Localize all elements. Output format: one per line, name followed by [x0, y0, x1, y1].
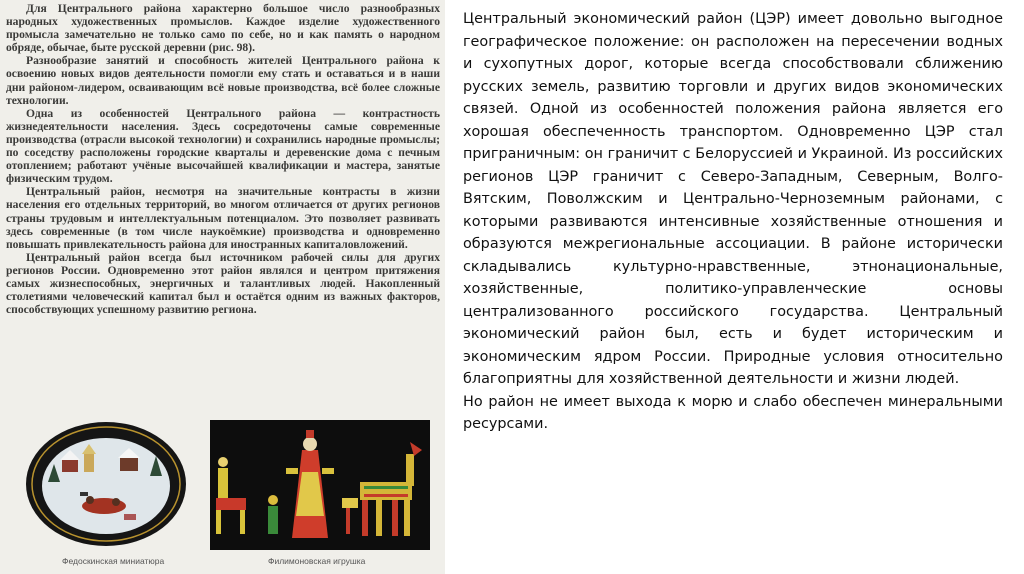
clay-toys-image: [210, 420, 430, 550]
scan-paragraph: Центральный район, несмотря на значительные контрасты в жизни населения его отдельных территорий, во многом отличается от других регионов страны трудовым и интеллектуальным потенциалом. Это позволяет развивать здесь современные (в том числе наукоёмкие) производства и одновременно повышать привлекательность района для иностранных капиталовложений.: [6, 185, 440, 251]
scan-paragraph: Для Центрального района характерно большое число разнообразных народных художественных промыслов. Каждое изделие художественного промысла замечательно не только само по себе, но и как память о народном обряде, обычае, быте русской деревни (рис. 98).: [6, 2, 440, 55]
scanned-textbook-page: [0, 0, 445, 574]
scan-paragraph: Центральный район всегда был источником рабочей силы для других регионов России. Одновременно этот район являлся и центром притяжения самых жизнеспособных, энергичных и талантливых людей. Накопленный столетиями человеческий капитал был и остаётся одним из важных факторов, способствующих успешному развитию региона.: [6, 250, 440, 317]
main-paragraph: Центральный экономический район (ЦЭР) имеет довольно выгодное географическое положение: он расположен на пересечении водных и сухопутных дорог, которые всегда способствовали сближению русских земель, развитию торговли и других видов экономических связей. Одной из особенностей положения района является его хорошая обеспеченность транспортом. Одновременно ЦЭР стал приграничным: он граничит с Белоруссией и Украиной. Из российских регионов ЦЭР граничит с Северо-Западным, Северным, Волго-Вятским, Поволжским и Центрально-Черноземным районами, с которыми развиваются интенсивные хозяйственные отношения и образуются межрегиональные ассоциации. В районе исторически складывались культурно-нравственные, этнонациональные, хозяйственные, политико-управленческие основы централизованного российского государства. Центральный экономический район был, есть и будет историческим и экономическим ядром России. Природные условия относительно благоприятны для хозяйственной деятельности и жизни людей.: [463, 11, 1003, 387]
lacquer-miniature-image: [24, 420, 196, 550]
scan-paragraph: Одна из особенностей Центрального района — контрастность жизнедеятельности населения. Здесь сосредоточены самые современные производства (отрасли высокой технологии) и сохранились народные промыслы; по соседству расположены городские кварталы и деревенские дома с печным отоплением; работают учёные высочайшей квалификации и мастера, занятые физическим трудом.: [6, 106, 440, 186]
figure-caption: Филимоновская игрушка: [268, 556, 366, 566]
scanned-text-block: [6, 2, 440, 316]
figure-caption: Федоскинская миниатюра: [62, 556, 165, 566]
main-paragraph: Но район не имеет выхода к морю и слабо обеспечен минеральными ресурсами.: [463, 393, 1003, 432]
scan-paragraph: Разнообразие занятий и способность жителей Центрального района к освоению новых видов деятельности помогли ему стать и оставаться и в наши дни районом-лидером, осваивающим всё новые производства, всё более сложные технологии.: [6, 54, 440, 107]
main-text-block: [463, 8, 1003, 436]
